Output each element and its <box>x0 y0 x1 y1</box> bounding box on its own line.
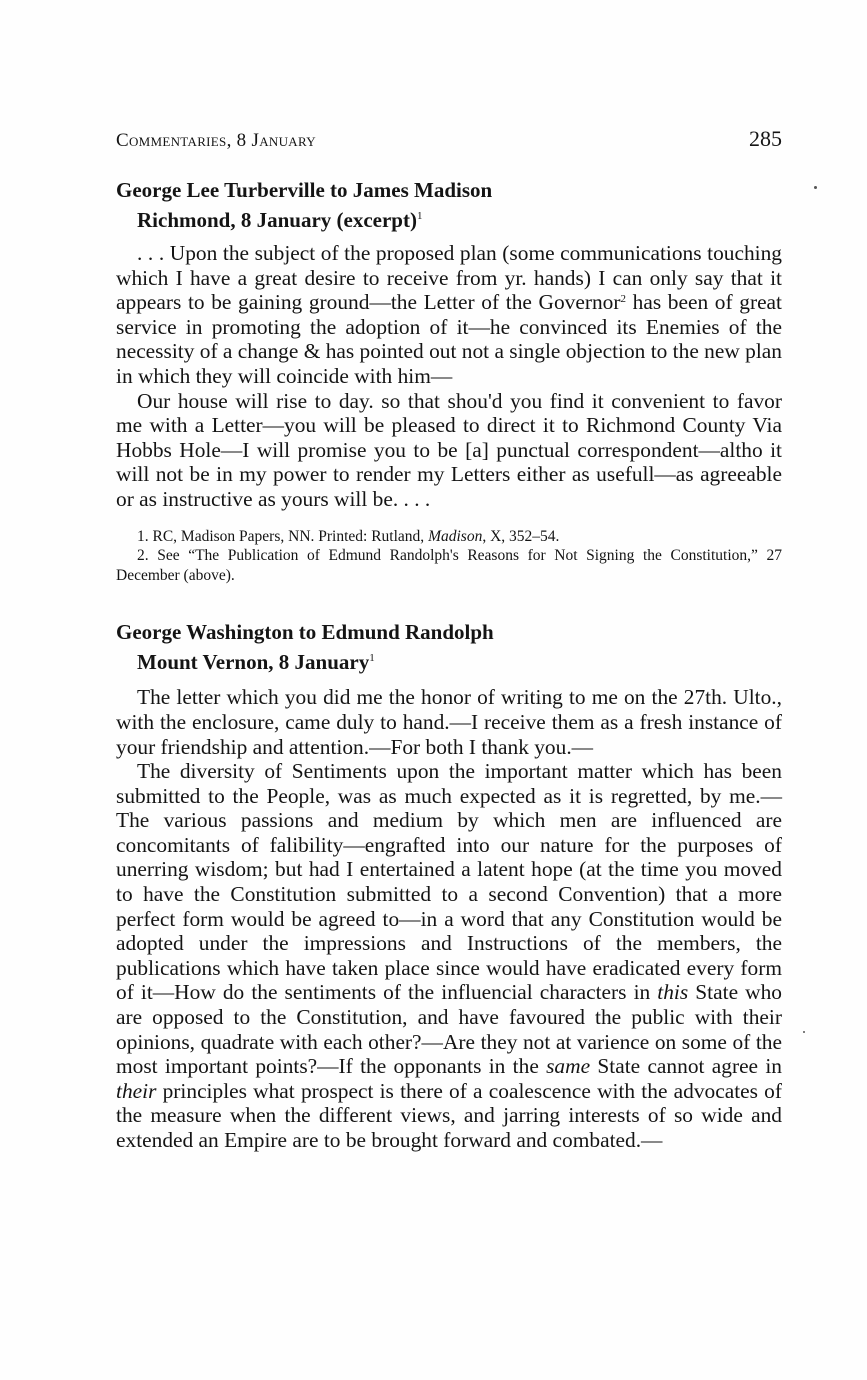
document-place-date: Mount Vernon, 8 January$^1$ <box>137 650 375 675</box>
document-heading <box>116 177 782 233</box>
footnote: 2. See “The Publication of Edmund Randolph's Reasons for Not Signing the Constitution,” 27 December (above). <box>116 547 782 584</box>
running-head <box>116 126 782 156</box>
footnote: 1. RC, Madison Papers, NN. Printed: Rutland, Madison, X, 352–54. <box>137 527 560 545</box>
document-title: George Lee Turberville to James Madison <box>116 178 493 202</box>
document-body <box>116 241 782 512</box>
document-heading <box>116 619 782 675</box>
scan-speck <box>803 1031 805 1033</box>
document-title: George Washington to Edmund Randolph <box>116 620 494 645</box>
scan-speck <box>814 186 817 189</box>
note-reference: 2 <box>620 293 626 306</box>
body-paragraph: The diversity of Sentiments upon the important matter which has been submitted to the People, was as much expected as it is regretted, by me.—The various passions and medium by which men are influenced are concomitants of falibility—engrafted into our nature for the purposes of unerring wisdom; but had I entertained a latent hope (at the time you moved to have the Constitution submitted to a second Convention) that a more perfect form would be agreed to—in a word that any Constitution would be adopted under the impressions and Instructions of the members, the publications which have taken place since would have eradicated every form of it—How do the sentiments of the influencial characters in this State who are opposed to the Constitution, and have favoured the public with their opinions, quadrate with each other?—Are they not at varience on some of the most important points?—If the opponants in the same State cannot agree in their principles what prospect is there of a coalescence with the advocates of the measure when the different views, and jarring interests of so wide and extended an Empire are to be brought forward and combated.— <box>116 759 782 1152</box>
body-paragraph: . . . Upon the subject of the proposed plan (some communications touching which I have a great desire to receive from yr. hands) I can only say that it appears to be gaining ground—the Letter of the Governor$^2$ has been of great service in promoting the adoption of it—he convinced its Enemies of the necessity of a change & has pointed out not a single objection to the new plan in which they will coincide with him— <box>116 241 782 388</box>
body-paragraph: Our house will rise to day. so that shou'd you find it convenient to favor me with a Letter—you will be pleased to direct it to Richmond County Via Hobbs Hole—I will promise you to be [a] punctual correspondent—altho it will not be in my power to render my Letters either as usefull—as agreeable or as instructive as yours will be. . . . <box>116 388 782 511</box>
document-body <box>116 685 782 1152</box>
note-reference: 1 <box>416 210 423 222</box>
document-place-date: Richmond, 8 January (excerpt)$^1$ <box>137 208 423 232</box>
footnotes <box>116 527 782 586</box>
note-reference: 1 <box>369 652 375 665</box>
body-paragraph: The letter which you did me the honor of writing to me on the 27th. Ulto., with the enclosure, came duly to hand.—I receive them as a fresh instance of your friendship and attention.—For both I thank you.— <box>116 685 782 759</box>
document-page <box>116 126 782 1153</box>
page-number: 285 <box>749 126 782 151</box>
running-head-title: Commentaries, 8 January <box>116 130 316 151</box>
